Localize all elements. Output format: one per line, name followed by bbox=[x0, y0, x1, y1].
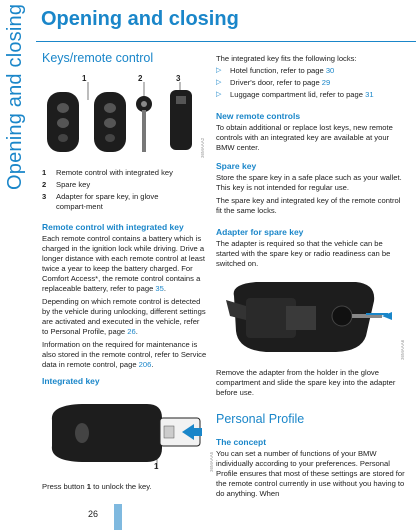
press-button-text: Press button 1 to unlock the key. bbox=[42, 482, 152, 491]
triangle-bullet-icon: ▷ bbox=[216, 67, 222, 74]
adapter-illustration bbox=[216, 276, 408, 364]
figure-code: 36MAAA2 bbox=[200, 137, 205, 158]
triangle-bullet-icon: ▷ bbox=[216, 79, 222, 86]
list-item: ▷ Luggage compartment lid, refer to page 31 bbox=[216, 90, 374, 99]
list-item: 1 Remote control with integrated key bbox=[42, 168, 173, 177]
heading-adapter: Adapter for spare key bbox=[216, 227, 304, 237]
list-item: 3 Adapter for spare key, in glove compart-ment bbox=[42, 192, 159, 211]
figure-code: 36MAAA5 bbox=[209, 451, 214, 472]
integrated-key-illustration bbox=[42, 390, 217, 475]
page-link[interactable]: 26 bbox=[127, 327, 136, 336]
list-item: ▷ Hotel function, refer to page 30 bbox=[216, 66, 335, 75]
integrated-key-figure bbox=[42, 390, 217, 475]
page-link[interactable]: 35 bbox=[155, 284, 164, 293]
page-link[interactable]: 206 bbox=[138, 360, 152, 369]
title-divider bbox=[36, 41, 416, 42]
page-link[interactable]: 30 bbox=[325, 66, 335, 75]
adapter-figure bbox=[216, 276, 408, 364]
side-tab-label: Opening and closing bbox=[4, 3, 26, 190]
heading-remote-control: Remote control with integrated key bbox=[42, 222, 184, 232]
page-link[interactable]: 31 bbox=[365, 90, 374, 99]
callout-1: 1 bbox=[154, 462, 159, 471]
page-link[interactable]: 29 bbox=[321, 78, 331, 87]
list-item: ▷ Driver's door, refer to page 29 bbox=[216, 78, 331, 87]
concept-text: You can set a number of functions of your BMW individually according to your preferences. Personal Profile ensures that most of these settings are stored for the remote control currently in use without you having to do anything. When bbox=[216, 449, 405, 498]
side-tab bbox=[0, 0, 33, 193]
heading-the-concept: The concept bbox=[216, 437, 267, 447]
remote-control-text: Each remote control contains a battery which is charged in the ignition lock while driving. Drive a longer distance with each remote control at least twice a year to keep the battery charged. For Comfort Access*, the remote control contains a replaceable battery, refer to page 35. Depending on which remote control is detected by the vehicle during unlocking, different settings are activated and executed in the vehicle, refer to Personal Profile, page 26. Information on the required for maintenance is also stored in the remote control, refer to Service data in remote control, page 206. bbox=[42, 234, 207, 369]
key-list bbox=[42, 168, 207, 214]
section-title-personal-profile: Personal Profile bbox=[216, 412, 305, 426]
page-title: Opening and closing bbox=[41, 8, 239, 30]
callout-3: 3 bbox=[176, 74, 181, 83]
locks-intro: The integrated key fits the following locks: ▷ Hotel function, refer to page 30 ▷ Driver's door, refer to page 29 ▷ Luggage compartment lid, refer to page 31 bbox=[216, 54, 408, 102]
keys-illustration bbox=[42, 72, 207, 162]
page-marker bbox=[114, 504, 122, 530]
heading-integrated-key: Integrated key bbox=[42, 376, 100, 386]
page-number: 26 bbox=[88, 509, 99, 519]
list-item: 2 Spare key bbox=[42, 180, 91, 189]
callout-1: 1 bbox=[82, 74, 87, 83]
triangle-bullet-icon: ▷ bbox=[216, 91, 222, 98]
new-remote-text: To obtain additional or replace lost keys, new remote controls with an integrated key are available at your BMW center. bbox=[216, 123, 393, 152]
heading-spare-key: Spare key bbox=[216, 161, 257, 171]
callout-2: 2 bbox=[138, 74, 143, 83]
section-title-keys: Keys/remote control bbox=[42, 51, 154, 65]
heading-new-remote: New remote controls bbox=[216, 111, 301, 121]
spare-key-text: Store the spare key in a safe place such as your wallet. This key is not intended for regular use. The spare key and integrated key of the remote control fit the same locks. bbox=[216, 173, 402, 215]
adapter-text: The adapter is required so that the vehicle can be started with the spare key or radio readiness can be switched on. bbox=[216, 239, 391, 268]
remove-adapter-text: Remove the adapter from the holder in the glove compartment and slide the spare key into the adapter before use. bbox=[216, 368, 396, 397]
figure-code: 36MAAA6 bbox=[400, 339, 405, 360]
keys-figure bbox=[42, 72, 207, 162]
